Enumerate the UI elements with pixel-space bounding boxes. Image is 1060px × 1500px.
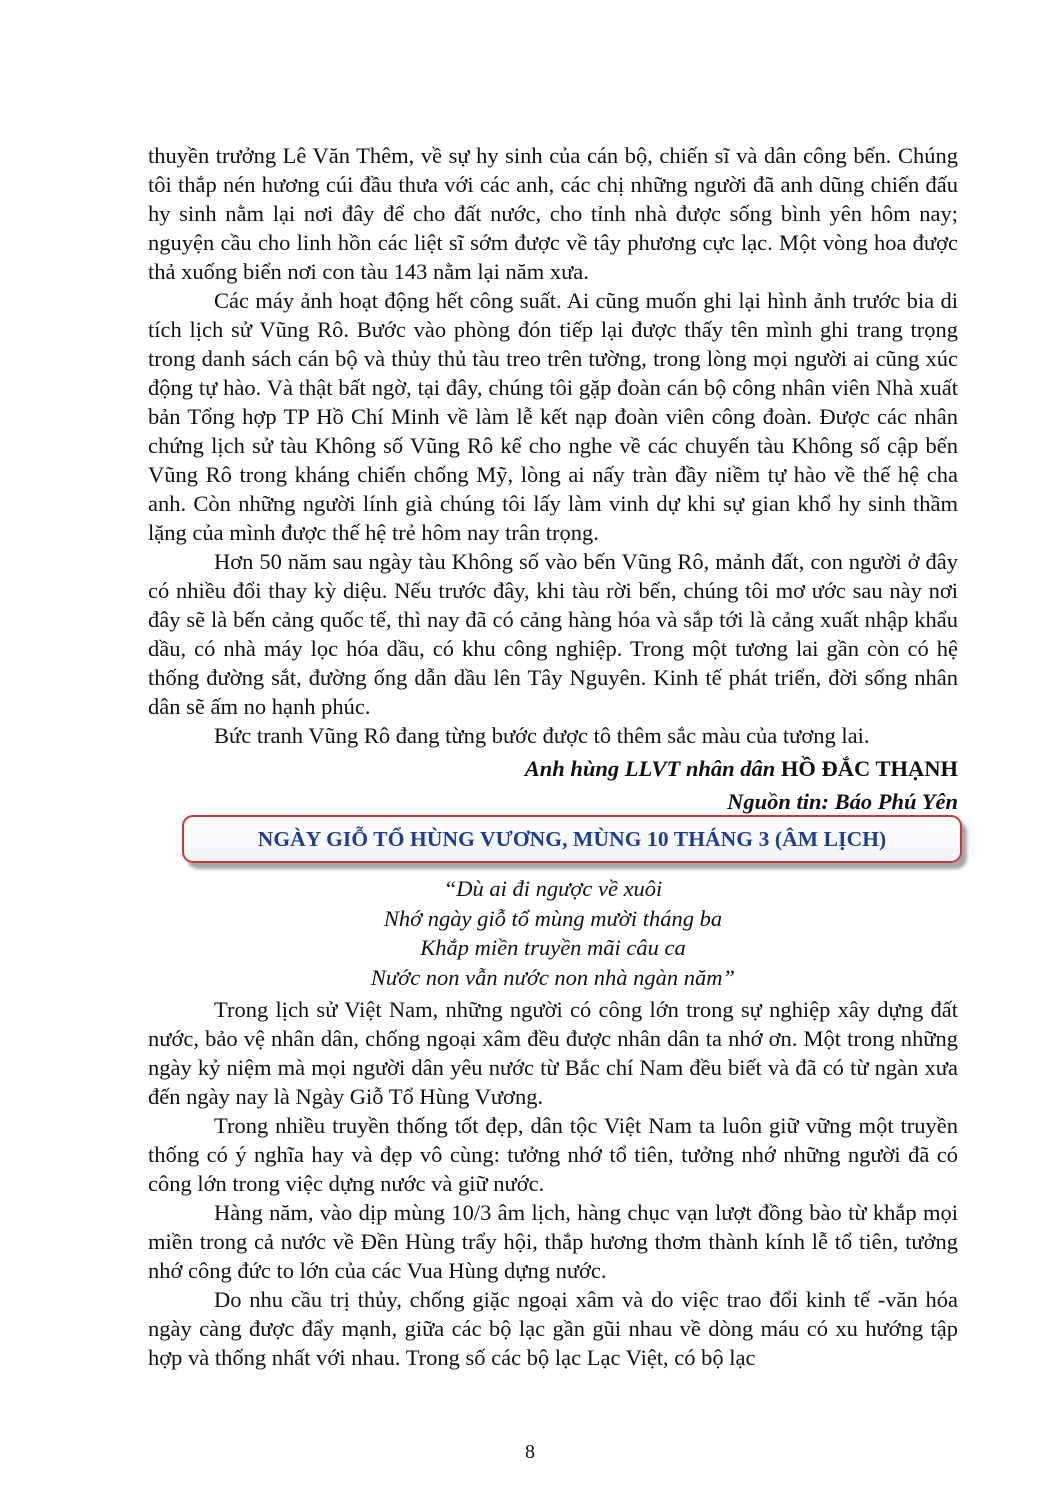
source-credit: Nguồn tin: Báo Phú Yên <box>727 789 958 814</box>
page-number: 8 <box>525 1441 535 1463</box>
section-title: NGÀY GIỖ TỔ HÙNG VƯƠNG, MÙNG 10 THÁNG 3 (ÂM LỊCH) <box>257 826 887 851</box>
poem-epigraph <box>148 874 958 992</box>
article-body-bottom <box>148 995 958 1372</box>
paragraph: Các máy ảnh hoạt động hết công suất. Ai cũng muốn ghi lại hình ảnh trước bia di tích lịch sử Vũng Rô. Bước vào phòng đón tiếp lại được thấy tên mình ghi trang trọng trong danh sách cán bộ và thủy thủ tàu treo trên tường, trong lòng mọi người ai cũng xúc động tự hào. Và thật bất ngờ, tại đây, chúng tôi gặp đoàn cán bộ công nhân viên Nhà xuất bản Tổng hợp TP Hồ Chí Minh về làm lễ kết nạp đoàn viên công đoàn. Được các nhân chứng lịch sử tàu Không số Vũng Rô kể cho nghe về các chuyến tàu Không số cập bến Vũng Rô trong kháng chiến chống Mỹ, lòng ai nấy tràn đầy niềm tự hào về thế hệ cha anh. Còn những người lính già chúng tôi lấy làm vinh dự khi sự gian khổ hy sinh thầm lặng của mình được thế hệ trẻ hôm nay trân trọng. <box>148 288 958 545</box>
author-signature <box>148 754 958 783</box>
poem-line: “Dù ai đi ngược về xuôi <box>443 876 663 901</box>
paragraph: Bức tranh Vũng Rô đang từng bước được tô thêm sắc màu của tương lai. <box>214 723 870 748</box>
poem-line: Nhớ ngày giỗ tổ mùng mười tháng ba <box>383 905 723 931</box>
article-body-top <box>148 141 958 816</box>
paragraph-continuation: thuyền trưởng Lê Văn Thêm, về sự hy sinh của cán bộ, chiến sĩ và dân công bến. Chúng tôi thắp nén hương cúi đầu thưa với các anh, các chị những người đã anh dũng chiến đấu hy sinh nằm lại nơi đây để cho đất nước, cho tỉnh nhà được sống bình yên hôm nay; nguyện cầu cho linh hồn các liệt sĩ sớm được về tây phương cực lạc. Một vòng hoa được thả xuống biển nơi con tàu 143 nằm lại năm xưa. <box>148 143 958 284</box>
author-prefix: Anh hùng LLVT nhân dân <box>524 756 781 781</box>
section-title-banner <box>182 815 962 863</box>
poem-line: Nước non vẫn nước non nhà ngàn năm” <box>370 964 736 990</box>
paragraph: Trong nhiều truyền thống tốt đẹp, dân tộc Việt Nam ta luôn giữ vững một truyền thống có ý nghĩa hay và đẹp vô cùng: tưởng nhớ tổ tiên, tưởng nhớ những người đã có công lớn trong việc dựng nước và giữ nước. <box>148 1113 958 1196</box>
paragraph: Hàng năm, vào dịp mùng 10/3 âm lịch, hàng chục vạn lượt đồng bào từ khắp mọi miền trong cả nước về Đền Hùng trẩy hội, thắp hương thơm thành kính lễ tổ tiên, tưởng nhớ công đức to lớn của các Vua Hùng dựng nước. <box>148 1200 958 1283</box>
paragraph: Trong lịch sử Việt Nam, những người có công lớn trong sự nghiệp xây dựng đất nước, bảo vệ nhân dân, chống ngoại xâm đều được nhân dân ta nhớ ơn. Một trong những ngày kỷ niệm mà mọi người dân yêu nước từ Bắc chí Nam đều biết và đã có từ ngàn xưa đến ngày nay là Ngày Giỗ Tổ Hùng Vương. <box>148 997 958 1109</box>
poem-line: Khắp miền truyền mãi câu ca <box>420 935 686 960</box>
paragraph: Hơn 50 năm sau ngày tàu Không số vào bến Vũng Rô, mảnh đất, con người ở đây có nhiều đổi thay kỳ diệu. Nếu trước đây, khi tàu rời bến, chúng tôi mơ ước sau này nơi đây sẽ là bến cảng quốc tế, thì nay đã có cảng hàng hóa và sắp tới là cảng xuất nhập khẩu dầu, có nhà máy lọc hóa dầu, có khu công nghiệp. Trong một tương lai gần còn có hệ thống đường sắt, đường ống dẫn dầu lên Tây Nguyên. Kinh tế phát triển, đời sống nhân dân sẽ ấm no hạnh phúc. <box>148 549 958 719</box>
author-name: HỒ ĐẮC THẠNH <box>780 756 958 781</box>
paragraph: Do nhu cầu trị thủy, chống giặc ngoại xâm và do việc trao đổi kinh tế -văn hóa ngày càng được đẩy mạnh, giữa các bộ lạc gần gũi nhau về dòng máu có xu hướng tập hợp và thống nhất với nhau. Trong số các bộ lạc Lạc Việt, có bộ lạc <box>148 1287 958 1370</box>
